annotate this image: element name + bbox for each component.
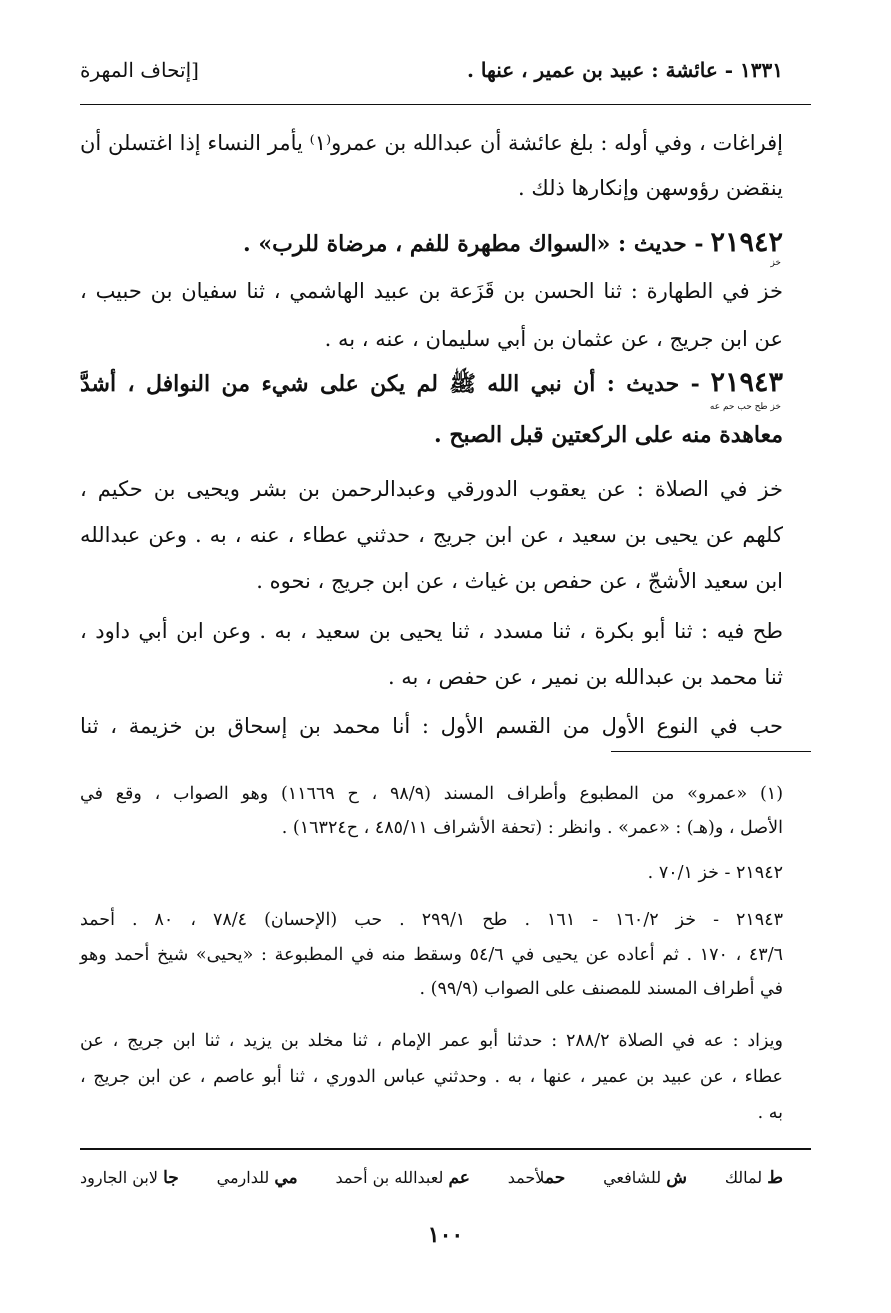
legend-code: جا [163, 1168, 179, 1188]
legend-code: عم [448, 1168, 470, 1188]
paragraph-line: عن ابن جريج ، عن عثمان بن أبي سليمان ، عنه ، به . [324, 327, 783, 351]
legend-item [217, 1168, 298, 1188]
source-sigla: خز طح حب حم عه [709, 402, 781, 412]
legend-label: للشافعي [603, 1168, 662, 1187]
paragraph-line: خز في الصلاة : عن يعقوب الدورقي وعبدالرحمن بن بشر ويحيى بن حكيم ، [80, 477, 783, 501]
page-number: ١٠٠ [427, 1222, 464, 1248]
hadith-number: ٢١٩٤٣ [710, 367, 783, 398]
source-sigla: خز [770, 258, 781, 268]
hadith-heading-text: - حديث : «السواك مطهرة للفم ، مرضاة للرب» . [243, 231, 704, 257]
footnote-line: ويزاد : عه في الصلاة ٢٨٨/٢ : حدثنا أبو عمر الإمام ، ثنا مخلد بن يزيد ، ثنا ابن جريج ، عن [80, 1031, 783, 1051]
hadith-heading [80, 366, 783, 402]
footnote-line: في أطراف المسند للمصنف على الصواب (٩٩/٩) . [419, 979, 783, 999]
footnote-line: به . [757, 1103, 783, 1123]
legend-code: ط [767, 1168, 783, 1188]
hadith-number: ٢١٩٤٢ [710, 227, 783, 258]
hadith-heading [80, 226, 783, 262]
hadith-heading-line: معاهدة منه على الركعتين قبل الصبح . [434, 422, 783, 448]
paragraph-line: كلهم عن يحيى بن سعيد ، عن ابن جريج ، حدثني عطاء ، عنه ، به . وعن عبدالله [80, 523, 783, 547]
legend-label: لابن الجارود [80, 1168, 158, 1187]
legend-label: لعبدالله بن أحمد [335, 1168, 444, 1187]
legend-code: ش [666, 1168, 687, 1188]
footnote-line: (١) «عمرو» من المطبوع وأطراف المسند (٩٨/٩ ، ح ١١٦٦٩) وهو الصواب ، وقع في [80, 784, 784, 804]
legend-label: لأحمد [507, 1168, 545, 1187]
legend-item [508, 1168, 565, 1188]
footnote-line: ٤٣/٦ ، ١٧٠ . ثم أعاده عن يحيى في ٥٤/٦ وسقط منه في المطبوعة : «يحيى» شيخ أحمد وهو [80, 945, 783, 965]
running-header-title: ١٣٣١ - عائشة : عبيد بن عمير ، عنها . [466, 58, 783, 82]
footnote-line: ٢١٩٤٢ - خز ٧٠/١ . [647, 863, 783, 883]
legend-code: مي [274, 1168, 298, 1188]
hadith-heading-text: - حديث : أن نبي الله ﷺ لم يكن على شيء من النوافل ، أشدَّ [80, 371, 700, 397]
legend-item [725, 1168, 783, 1188]
running-header-book: [إتحاف المهرة [80, 58, 199, 82]
paragraph-line: خز في الطهارة : ثنا الحسن بن قَزَعة بن عبيد الهاشمي ، ثنا سفيان بن حبيب ، [80, 279, 783, 303]
paragraph-line: حب في النوع الأول من القسم الأول : أنا محمد بن إسحاق بن خزيمة ، ثنا [80, 714, 783, 738]
footnote-line: عطاء ، عن عبيد بن عمير ، عنها ، به . وحدثني عباس الدوري ، ثنا أبو عاصم ، عن ابن جريج ، [80, 1067, 783, 1087]
legend-label: لمالك [724, 1168, 763, 1187]
paragraph-line: إفراغات ، وفي أوله : بلغ عائشة أن عبدالله بن عمرو⁽١⁾ يأمر النساء إذا اغتسلن أن [80, 131, 783, 155]
legend-item [336, 1168, 470, 1188]
paragraph-line: طح فيه : ثنا أبو بكرة ، ثنا مسدد ، ثنا يحيى بن سعيد ، به . وعن ابن أبي داود ، [80, 619, 783, 643]
sigla-legend [80, 1168, 783, 1188]
legend-item [80, 1168, 179, 1188]
legend-code: حم [544, 1168, 566, 1188]
legend-rule [80, 1148, 811, 1150]
paragraph-line: ينقضن رؤوسهن وإنكارها ذلك . [518, 176, 783, 200]
footnote-line: ٢١٩٤٣ - خز ١٦٠/٢ - ١٦١ . طح ٢٩٩/١ . حب (الإحسان) ٧٨/٤ ، ٨٠ . أحمد [80, 910, 783, 930]
legend-label: للدارمي [216, 1168, 270, 1187]
legend-item [603, 1168, 687, 1188]
paragraph-line: ابن سعيد الأشجّ ، عن حفص بن غياث ، عن ابن جريج ، نحوه . [256, 569, 783, 593]
header-rule [80, 104, 811, 105]
footnote-line: الأصل ، و(هـ) : «عمر» . وانظر : (تحفة الأشراف ٤٨٥/١١ ، ح١٦٣٢٤) . [281, 818, 783, 838]
paragraph-line: ثنا محمد بن عبدالله بن نمير ، عن حفص ، به . [387, 665, 783, 689]
footnote-rule [611, 751, 811, 752]
